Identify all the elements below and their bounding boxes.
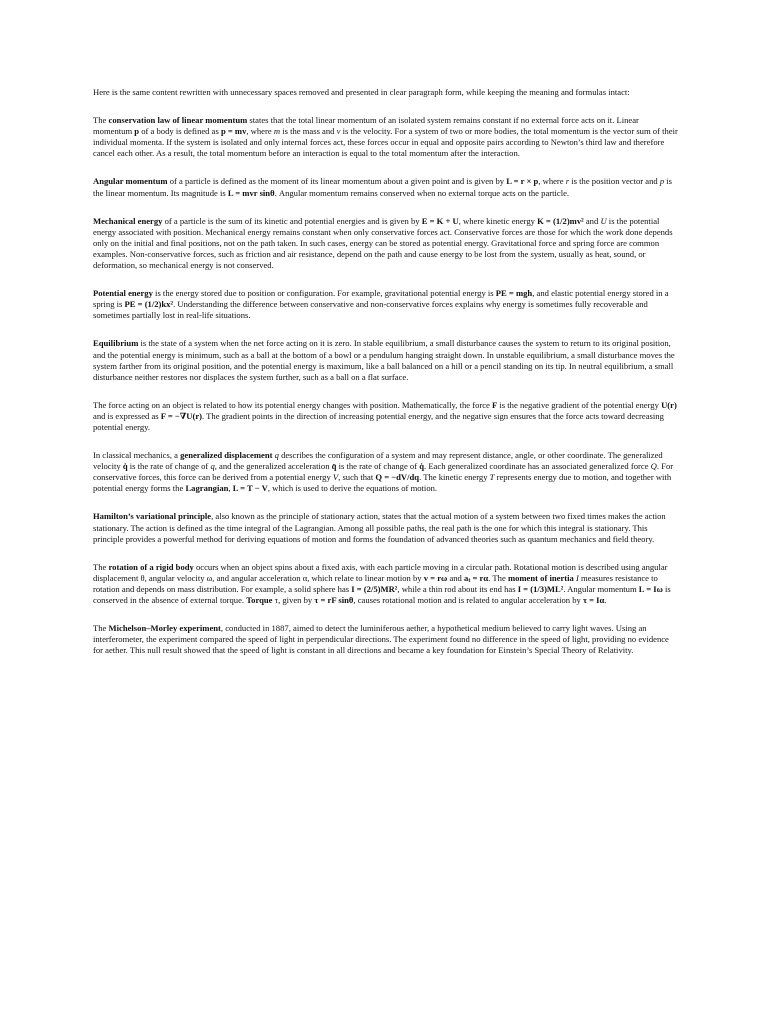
italic-symbol: p	[659, 176, 665, 187]
bold-term: I = (1/3)ML²	[517, 583, 564, 594]
text-run: of a particle is the sum of its kinetic and potential energies and is given by	[162, 215, 422, 226]
paragraph-mechanical-energy	[93, 216, 678, 271]
text-run: is the mass and	[280, 126, 337, 137]
text-run: . Understanding the difference between conservative and non-conservative forces explains why energy is sometimes fully recoverable and sometimes partially lost in real-life situations.	[93, 299, 648, 321]
bold-term: I = (2/5)MR²	[351, 583, 398, 594]
bold-term: a	[464, 572, 469, 583]
text-run: of a particle is defined as the moment of its linear momentum about a given point and is given by	[167, 176, 507, 187]
bold-term: L = T − V	[232, 483, 268, 494]
text-run: ,	[228, 483, 233, 494]
bold-term: Lagrangian	[185, 483, 229, 494]
italic-symbol: V	[332, 472, 339, 483]
bold-term: q̇	[419, 461, 425, 472]
italic-symbol: Q	[650, 461, 657, 472]
text-run: is the position vector and	[569, 176, 660, 187]
bold-term: E = K + U	[421, 215, 459, 226]
bold-term: PE = (1/2)kx²	[124, 299, 174, 310]
bold-term: Mechanical energy	[93, 215, 163, 226]
text-run: is the velocity. For a system of two or more bodies, the total momentum is the vector sum of their individual momenta. If the system is isolated and only internal forces act, these forces occur in equal and opposite pairs according to Newton’s third law and therefore cancel each other. As a result, the total momentum before an interaction is equal to the total momentum after the interaction.	[93, 126, 678, 159]
bold-term: F = −∇U(r)	[160, 410, 203, 421]
bold-term: Michelson–Morley experiment	[108, 623, 221, 634]
text-run: , causes rotational motion and is related to angular acceleration by	[353, 595, 583, 605]
paragraph-generalized-displacement	[93, 450, 678, 494]
bold-term: p = mv	[220, 126, 247, 137]
text-run: The	[93, 561, 109, 572]
italic-symbol: q	[274, 450, 279, 461]
bold-term: Hamilton’s variational principle	[93, 511, 212, 522]
bold-term: conservation law of linear momentum	[108, 115, 248, 126]
text-run: , while a thin rod about its end has	[397, 583, 518, 594]
bold-term: Potential energy	[93, 288, 153, 299]
text-run: measures resistance to rotation and depends on mass distribution. For example, a solid sphere has	[93, 572, 658, 594]
italic-symbol: T	[489, 472, 495, 483]
text-run: is the state of a system when the net force acting on it is zero. In stable equilibrium, a small disturbance causes the system to return to its original position, and the potential energy is minimum, such as a ball at the bottom of a bowl or a pendulum hanging straight down. In unstable equilibrium, a small disturbance moves the system farther from its original position, and the potential energy is maximum, like a ball balanced on a hill or a pencil standing on its tip. In neutral equilibrium, a small disturbance neither restores nor displaces the system further, such as a ball on a flat surface.	[93, 338, 675, 382]
text-run: The	[93, 115, 109, 126]
paragraph-equilibrium	[93, 338, 678, 382]
paragraph-hamilton	[93, 511, 678, 544]
italic-symbol: q	[210, 461, 215, 472]
bold-term: L = r × p	[506, 176, 539, 187]
bold-term: q̈	[331, 461, 337, 472]
text-run: is conserved in the absence of external torque.	[93, 583, 671, 605]
paragraph-rigid-body	[93, 562, 678, 606]
bold-term: Torque	[246, 595, 273, 605]
paragraph-linear-momentum	[93, 115, 678, 159]
italic-symbol: r	[565, 176, 570, 187]
document-page	[93, 87, 678, 673]
italic-symbol: v	[336, 126, 341, 137]
text-run: . For conservative forces, this force can be derived from a potential energy	[93, 461, 674, 483]
text-run: is the linear momentum. Its magnitude is	[93, 176, 673, 198]
text-run: represents energy due to motion, and together with potential energy forms the	[93, 472, 672, 494]
bold-term: t	[468, 577, 471, 584]
text-run: . Angular momentum	[563, 583, 639, 594]
text-run: , and elastic potential energy stored in a spring is	[93, 288, 669, 310]
text-run: is the energy stored due to position or configuration. For example, gravitational potential energy is	[152, 288, 496, 299]
bold-term: Angular momentum	[93, 176, 168, 187]
paragraph-potential-energy	[93, 288, 678, 321]
italic-symbol: U	[600, 215, 607, 226]
bold-term: U(r)	[661, 399, 677, 410]
bold-term: rotation of a rigid body	[108, 561, 194, 572]
text-run: is the rate of change of	[336, 461, 420, 472]
text-run: of a body is defined as	[139, 126, 221, 137]
bold-term: v = rω	[423, 572, 448, 583]
text-run: and	[447, 572, 465, 583]
bold-term: moment of inertia	[507, 572, 574, 583]
text-run: and	[583, 215, 601, 226]
text-run: , and the generalized acceleration	[214, 461, 332, 472]
text-run: , where	[246, 126, 274, 137]
text-run: . The	[488, 572, 508, 583]
italic-symbol: I	[575, 572, 579, 583]
text-run: describes the configuration of a system and may represent distance, angle, or other coordinate. The generalized velocity	[93, 450, 663, 472]
paragraph-force-potential	[93, 400, 678, 433]
bold-term: Equilibrium	[93, 338, 139, 349]
bold-term: PE = mgh	[495, 288, 533, 299]
bold-term: F	[492, 399, 498, 410]
paragraph-angular-momentum	[93, 176, 678, 198]
text-run: The	[93, 623, 109, 634]
text-run: and is expressed as	[93, 410, 161, 421]
text-run: is the potential energy associated with position. Mechanical energy remains constant when only conservative forces act. Conservative forces are those for which the work done depends only on the initial and final positions, not on the path taken. In such cases, energy can be stored as potential energy. Gravitational force and spring force are common examples. Non-conservative forces, such as friction and air resistance, depend on the path and cause energy to be lost from the system, usually as heat, sound, or deformation, so mechanical energy is not conserved.	[93, 215, 673, 271]
bold-term: L = Iω	[638, 583, 663, 594]
text-run: states that the total linear momentum of an isolated system remains constant if no external force acts on it. Linear momentum	[93, 115, 639, 137]
text-run: Here is the same content rewritten with unnecessary spaces removed and presented in clear paragraph form, while keeping the meaning and formulas intact:	[93, 87, 630, 97]
bold-term: p	[134, 126, 140, 137]
paragraph-michelson-morley	[93, 623, 678, 656]
bold-term: K = (1/2)mv²	[537, 215, 584, 226]
text-run: In classical mechanics, a	[93, 450, 181, 461]
text-run: is the rate of change of	[127, 461, 211, 472]
bold-term: Q = −dV/dq	[375, 472, 420, 483]
text-run: , where kinetic energy	[458, 215, 538, 226]
text-run: . The gradient points in the direction of increasing potential energy, and the negative sign ensures that the force acts toward decreasing potential energy.	[93, 410, 664, 432]
text-run: The force acting on an object is related to how its potential energy changes with position. Mathematically, the force	[93, 399, 493, 410]
bold-term: L = mvr sinθ	[227, 187, 275, 198]
text-run: .	[604, 595, 607, 605]
text-run: , which is used to derive the equations of motion.	[267, 483, 438, 494]
text-run: occurs when an object spins about a fixed axis, with each particle moving in a circular path. Rotational motion is described using angular displacement θ, angular velocity ω, and angular acceleration α, which relate to linear motion by	[93, 561, 668, 583]
bold-term: τ = rF sinθ	[314, 595, 354, 605]
text-run: , where	[538, 176, 566, 187]
text-run: , conducted in 1887, aimed to detect the luminiferous aether, a hypothetical medium believed to carry light waves. Using an interferometer, the experiment compared the speed of light in perpendicular directions. The experiment found no difference in the speed of light, providing no evidence for aether. This null result showed that the speed of light is constant in all directions and became a key foundation for Einstein’s Special Theory of Relativity.	[93, 623, 669, 656]
text-run: , also known as the principle of stationary action, states that the actual motion of a system between two fixed times makes the action stationary. The action is defined as the time integral of the Lagrangian. Among all possible paths, the real path is the one for which this integral is stationary. This principle provides a powerful method for deriving equations of motion and forms the foundation of advanced theories such as quantum mechanics and field theory.	[93, 511, 666, 544]
text-run: . Each generalized coordinate has an associated generalized force	[424, 461, 651, 472]
text-run: . The kinetic energy	[419, 472, 490, 483]
text-run: , such that	[338, 472, 376, 483]
bold-term: generalized displacement	[180, 450, 273, 461]
text-run: . Angular momentum remains conserved when no external torque acts on the particle.	[274, 187, 570, 198]
bold-term: τ = Iα	[582, 595, 605, 605]
text-run: is the negative gradient of the potential energy	[497, 399, 662, 410]
bold-term: q̇	[122, 461, 128, 472]
text-run: τ, given by	[272, 595, 315, 605]
italic-symbol: m	[273, 126, 281, 137]
paragraph-intro	[93, 87, 678, 98]
bold-term: = rα	[470, 572, 489, 583]
